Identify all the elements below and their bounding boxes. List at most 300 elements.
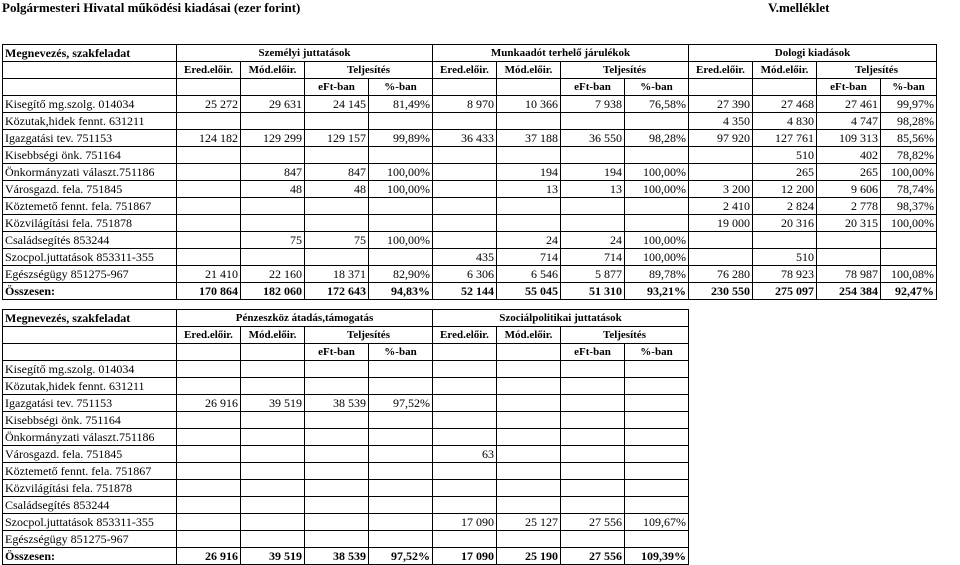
- table-row: [3, 480, 689, 497]
- table-cell: 63: [433, 446, 497, 463]
- table-cell: 24 145: [305, 96, 369, 113]
- table-cell: [241, 429, 305, 446]
- table-cell: 98,28%: [881, 113, 937, 130]
- table-cell: 100,00%: [625, 232, 689, 249]
- table-cell: 6 306: [433, 266, 497, 283]
- table-cell: 75: [241, 232, 305, 249]
- row-label: Közvilágítási fela. 751878: [3, 215, 177, 232]
- table-cell: [369, 480, 433, 497]
- table-cell: [625, 147, 689, 164]
- table-cell: 109,39%: [625, 548, 689, 565]
- row-label: Köztemető fennt. fela. 751867: [3, 463, 177, 480]
- group-header: Munkaadót terhelő járulékok: [433, 45, 689, 62]
- header-blank: [177, 344, 241, 361]
- row-label: Kisegítő mg.szolg. 014034: [3, 96, 177, 113]
- table-cell: [177, 480, 241, 497]
- table-cell: 52 144: [433, 283, 497, 300]
- table-cell: [305, 147, 369, 164]
- group-header: Szociálpolitikai juttatások: [433, 310, 689, 327]
- table-cell: [369, 147, 433, 164]
- table-cell: [433, 147, 497, 164]
- table-cell: 38 539: [305, 548, 369, 565]
- table-cell: [369, 463, 433, 480]
- total-row: [3, 283, 937, 300]
- table-cell: 48: [241, 181, 305, 198]
- table-cell: [497, 198, 561, 215]
- subheader-actual: Teljesítés: [305, 62, 433, 79]
- table-cell: [561, 395, 625, 412]
- table-row: [3, 531, 689, 548]
- table-cell: [177, 463, 241, 480]
- table-cell: 97,52%: [369, 395, 433, 412]
- table-cell: 275 097: [753, 283, 817, 300]
- table-row: [3, 266, 937, 283]
- table-cell: [241, 113, 305, 130]
- row-label: Kisegítő mg.szolg. 014034: [3, 361, 177, 378]
- table-cell: 6 546: [497, 266, 561, 283]
- table-cell: 170 864: [177, 283, 241, 300]
- table-cell: [369, 429, 433, 446]
- table-cell: [561, 497, 625, 514]
- table-cell: [689, 164, 753, 181]
- table-cell: 39 519: [241, 548, 305, 565]
- row-label: Szocpol.juttatások 853311-355: [3, 514, 177, 531]
- table-row: [3, 113, 937, 130]
- table-cell: 402: [817, 147, 881, 164]
- table-cell: [177, 514, 241, 531]
- table-cell: 13: [497, 181, 561, 198]
- table-cell: 109,67%: [625, 514, 689, 531]
- table-cell: 265: [817, 164, 881, 181]
- table-cell: [305, 249, 369, 266]
- table-cell: 100,00%: [625, 181, 689, 198]
- table-cell: 2 778: [817, 198, 881, 215]
- unit-eft: eFt-ban: [561, 344, 625, 361]
- table-cell: 78 987: [817, 266, 881, 283]
- table-row: [3, 463, 689, 480]
- table-cell: [177, 531, 241, 548]
- subheader-original: Ered.előir.: [689, 62, 753, 79]
- table-cell: 13: [561, 181, 625, 198]
- table-cell: 78,82%: [881, 147, 937, 164]
- table-cell: [177, 412, 241, 429]
- row-label: Kisebbségi önk. 751164: [3, 147, 177, 164]
- subheader-original: Ered.előir.: [177, 62, 241, 79]
- table-cell: [241, 361, 305, 378]
- table-cell: 4 350: [689, 113, 753, 130]
- table-cell: [305, 412, 369, 429]
- table-cell: 39 519: [241, 395, 305, 412]
- table-cell: 99,89%: [369, 130, 433, 147]
- table-cell: [433, 378, 497, 395]
- subheader-actual: Teljesítés: [561, 327, 689, 344]
- unit-percent: %-ban: [625, 79, 689, 96]
- table-cell: 48: [305, 181, 369, 198]
- table-cell: [625, 198, 689, 215]
- row-label: Önkormányzati választ.751186: [3, 164, 177, 181]
- table-cell: 714: [497, 249, 561, 266]
- table-cell: [497, 215, 561, 232]
- row-label: Önkormányzati választ.751186: [3, 429, 177, 446]
- table-cell: [305, 514, 369, 531]
- table-cell: [433, 497, 497, 514]
- table-cell: [433, 113, 497, 130]
- table-cell: [433, 215, 497, 232]
- table-cell: [369, 249, 433, 266]
- table-cell: [305, 446, 369, 463]
- table-cell: [369, 531, 433, 548]
- row-label: Egészségügy 851275-967: [3, 531, 177, 548]
- table-cell: [497, 463, 561, 480]
- table-cell: [241, 480, 305, 497]
- table-cell: [241, 249, 305, 266]
- table-cell: [753, 232, 817, 249]
- table-cell: 100,00%: [881, 164, 937, 181]
- table-row: [3, 249, 937, 266]
- table-row: [3, 198, 937, 215]
- table-cell: [561, 446, 625, 463]
- table-cell: 2 824: [753, 198, 817, 215]
- row-label: Összesen:: [3, 548, 177, 565]
- header-blank: [433, 344, 497, 361]
- subheader-actual: Teljesítés: [305, 327, 433, 344]
- table-cell: 89,78%: [625, 266, 689, 283]
- header-blank: [241, 79, 305, 96]
- subheader-modified: Mód.előir.: [497, 62, 561, 79]
- group-header: Személyi juttatások: [177, 45, 433, 62]
- table-cell: 2 410: [689, 198, 753, 215]
- row-label: Köztemető fennt. fela. 751867: [3, 198, 177, 215]
- table-cell: [497, 395, 561, 412]
- table-cell: [305, 497, 369, 514]
- table-cell: 27 461: [817, 96, 881, 113]
- table-cell: 51 310: [561, 283, 625, 300]
- table-cell: 78,74%: [881, 181, 937, 198]
- subheader-original: Ered.előir.: [177, 327, 241, 344]
- table-cell: 847: [305, 164, 369, 181]
- table-cell: 100,00%: [369, 181, 433, 198]
- table-cell: [177, 446, 241, 463]
- subheader-modified: Mód.előir.: [497, 327, 561, 344]
- unit-percent: %-ban: [369, 79, 433, 96]
- table-cell: 78 923: [753, 266, 817, 283]
- table-cell: [177, 113, 241, 130]
- table-cell: [433, 480, 497, 497]
- table-cell: [497, 113, 561, 130]
- table-cell: [305, 113, 369, 130]
- table-row: [3, 215, 937, 232]
- table-cell: 714: [561, 249, 625, 266]
- table-cell: [625, 113, 689, 130]
- table-cell: [561, 480, 625, 497]
- table-row: [3, 497, 689, 514]
- expenditure-table-1: [2, 44, 937, 300]
- table-cell: [561, 147, 625, 164]
- row-label: Közutak,hidek fennt. 631211: [3, 378, 177, 395]
- table-cell: 97 920: [689, 130, 753, 147]
- table-cell: 100,00%: [625, 164, 689, 181]
- table-cell: [625, 446, 689, 463]
- table-cell: [177, 378, 241, 395]
- table-cell: 100,08%: [881, 266, 937, 283]
- table-cell: [497, 497, 561, 514]
- row-label: Családsegítés 853244: [3, 497, 177, 514]
- header-blank: [433, 79, 497, 96]
- table-cell: [305, 480, 369, 497]
- subheader-actual: Teljesítés: [561, 62, 689, 79]
- table-cell: [497, 531, 561, 548]
- table-cell: 20 315: [817, 215, 881, 232]
- unit-eft: eFt-ban: [561, 79, 625, 96]
- table-cell: [177, 215, 241, 232]
- table-cell: 100,00%: [369, 164, 433, 181]
- row-label: Igazgatási tev. 751153: [3, 130, 177, 147]
- table-cell: [369, 361, 433, 378]
- table-cell: 127 761: [753, 130, 817, 147]
- table-cell: [241, 198, 305, 215]
- header-blank: [177, 79, 241, 96]
- table-cell: [241, 446, 305, 463]
- table-cell: [433, 531, 497, 548]
- header-blank: [497, 344, 561, 361]
- table-cell: 76 280: [689, 266, 753, 283]
- table-cell: [241, 412, 305, 429]
- table-cell: [305, 198, 369, 215]
- table-cell: 36 550: [561, 130, 625, 147]
- table-cell: [241, 531, 305, 548]
- table-row: [3, 395, 689, 412]
- table-cell: [561, 361, 625, 378]
- table-cell: [561, 412, 625, 429]
- table-cell: [433, 181, 497, 198]
- table-row: [3, 232, 937, 249]
- table-cell: [177, 147, 241, 164]
- table-cell: [369, 215, 433, 232]
- table-cell: [241, 497, 305, 514]
- table-cell: [177, 164, 241, 181]
- table-cell: 100,00%: [369, 232, 433, 249]
- table-cell: 847: [241, 164, 305, 181]
- table-cell: [177, 249, 241, 266]
- table-cell: 18 371: [305, 266, 369, 283]
- header-blank: [3, 344, 177, 361]
- subheader-modified: Mód.előir.: [753, 62, 817, 79]
- total-row: [3, 548, 689, 565]
- table-cell: 435: [433, 249, 497, 266]
- table-cell: 94,83%: [369, 283, 433, 300]
- table-cell: [561, 463, 625, 480]
- table-cell: 254 384: [817, 283, 881, 300]
- table-cell: [177, 361, 241, 378]
- table-cell: 27 556: [561, 548, 625, 565]
- table-cell: 75: [305, 232, 369, 249]
- table-cell: [369, 412, 433, 429]
- table-cell: 3 200: [689, 181, 753, 198]
- table-row: [3, 96, 937, 113]
- header-blank: [3, 79, 177, 96]
- table-cell: 99,97%: [881, 96, 937, 113]
- table-cell: [433, 412, 497, 429]
- table-cell: [561, 215, 625, 232]
- table-cell: [369, 514, 433, 531]
- table-cell: 97,52%: [369, 548, 433, 565]
- table-cell: 182 060: [241, 283, 305, 300]
- table-cell: 38 539: [305, 395, 369, 412]
- table-cell: 25 127: [497, 514, 561, 531]
- table-cell: [625, 531, 689, 548]
- table-cell: 124 182: [177, 130, 241, 147]
- subheader-original: Ered.előir.: [433, 327, 497, 344]
- header-blank: [3, 327, 177, 344]
- row-label: Egészségügy 851275-967: [3, 266, 177, 283]
- table-cell: 93,21%: [625, 283, 689, 300]
- unit-eft: eFt-ban: [817, 79, 881, 96]
- subheader-original: Ered.előir.: [433, 62, 497, 79]
- table-cell: 81,49%: [369, 96, 433, 113]
- subheader-modified: Mód.előir.: [241, 327, 305, 344]
- table-cell: [241, 463, 305, 480]
- table-cell: 26 916: [177, 395, 241, 412]
- table-cell: 21 410: [177, 266, 241, 283]
- table-cell: 194: [497, 164, 561, 181]
- table-cell: 510: [753, 147, 817, 164]
- table-row: [3, 147, 937, 164]
- table-cell: [497, 446, 561, 463]
- table-cell: 100,00%: [881, 215, 937, 232]
- table-cell: [433, 198, 497, 215]
- table-cell: 230 550: [689, 283, 753, 300]
- table-cell: [433, 232, 497, 249]
- unit-percent: %-ban: [625, 344, 689, 361]
- table-cell: 7 938: [561, 96, 625, 113]
- table-cell: 265: [753, 164, 817, 181]
- row-label: Közutak,hidek fennt. 631211: [3, 113, 177, 130]
- table-row: [3, 378, 689, 395]
- table-cell: [625, 463, 689, 480]
- table-row: [3, 514, 689, 531]
- table-cell: [625, 215, 689, 232]
- table-cell: 4 830: [753, 113, 817, 130]
- table-cell: [497, 147, 561, 164]
- table-cell: [369, 113, 433, 130]
- unit-eft: eFt-ban: [305, 79, 369, 96]
- table-cell: 5 877: [561, 266, 625, 283]
- column-header-name: Megnevezés, szakfeladat: [3, 310, 177, 327]
- row-label: Összesen:: [3, 283, 177, 300]
- table-cell: 55 045: [497, 283, 561, 300]
- table-cell: [689, 249, 753, 266]
- table-cell: [625, 412, 689, 429]
- table-cell: 129 157: [305, 130, 369, 147]
- table-cell: [177, 232, 241, 249]
- table-cell: [817, 232, 881, 249]
- table-cell: [497, 429, 561, 446]
- table-cell: 25 272: [177, 96, 241, 113]
- table-cell: [561, 113, 625, 130]
- table-cell: [561, 378, 625, 395]
- row-label: Városgazd. fela. 751845: [3, 181, 177, 198]
- table-cell: 194: [561, 164, 625, 181]
- table-cell: 172 643: [305, 283, 369, 300]
- group-header: Dologi kiadások: [689, 45, 937, 62]
- table-cell: [625, 378, 689, 395]
- unit-percent: %-ban: [369, 344, 433, 361]
- row-label: Közvilágítási fela. 751878: [3, 480, 177, 497]
- table-cell: [497, 412, 561, 429]
- table-cell: 4 747: [817, 113, 881, 130]
- column-header-name: Megnevezés, szakfeladat: [3, 45, 177, 62]
- table-cell: [561, 531, 625, 548]
- header-blank: [3, 62, 177, 79]
- table-cell: 36 433: [433, 130, 497, 147]
- table-cell: [305, 429, 369, 446]
- table-row: [3, 429, 689, 446]
- table-cell: [561, 429, 625, 446]
- table-cell: [241, 147, 305, 164]
- table-row: [3, 446, 689, 463]
- table-cell: [433, 463, 497, 480]
- table-row: [3, 164, 937, 181]
- unit-percent: %-ban: [881, 79, 937, 96]
- expenditure-table-2: [2, 309, 689, 565]
- header-blank: [497, 79, 561, 96]
- table-cell: [305, 463, 369, 480]
- table-cell: 27 390: [689, 96, 753, 113]
- table-cell: 24: [561, 232, 625, 249]
- table-row: [3, 181, 937, 198]
- table-cell: [369, 378, 433, 395]
- table-cell: [433, 361, 497, 378]
- table-row: [3, 412, 689, 429]
- table-cell: 25 190: [497, 548, 561, 565]
- table-cell: 26 916: [177, 548, 241, 565]
- table-cell: 12 200: [753, 181, 817, 198]
- table-cell: 37 188: [497, 130, 561, 147]
- table-cell: [625, 395, 689, 412]
- table-cell: 27 556: [561, 514, 625, 531]
- table-cell: 17 090: [433, 548, 497, 565]
- header-blank: [753, 79, 817, 96]
- attachment-label: V.melléklet: [768, 0, 830, 15]
- row-label: Családsegítés 853244: [3, 232, 177, 249]
- table-cell: [881, 249, 937, 266]
- table-cell: [817, 249, 881, 266]
- table-cell: 19 000: [689, 215, 753, 232]
- table-cell: [177, 181, 241, 198]
- subheader-actual: Teljesítés: [817, 62, 937, 79]
- group-header: Pénzeszköz átadás,támogatás: [177, 310, 433, 327]
- table-cell: [625, 480, 689, 497]
- table-cell: [369, 446, 433, 463]
- table-cell: [369, 198, 433, 215]
- table-cell: [625, 361, 689, 378]
- header-blank: [689, 79, 753, 96]
- table-cell: [689, 232, 753, 249]
- table-cell: 92,47%: [881, 283, 937, 300]
- table-cell: 8 970: [433, 96, 497, 113]
- table-cell: [625, 497, 689, 514]
- table-cell: 29 631: [241, 96, 305, 113]
- table-cell: [177, 497, 241, 514]
- table-cell: 22 160: [241, 266, 305, 283]
- table-cell: 98,28%: [625, 130, 689, 147]
- row-label: Városgazd. fela. 751845: [3, 446, 177, 463]
- table-cell: [497, 378, 561, 395]
- table-cell: 85,56%: [881, 130, 937, 147]
- table-cell: [305, 361, 369, 378]
- table-cell: [305, 531, 369, 548]
- table-cell: [433, 395, 497, 412]
